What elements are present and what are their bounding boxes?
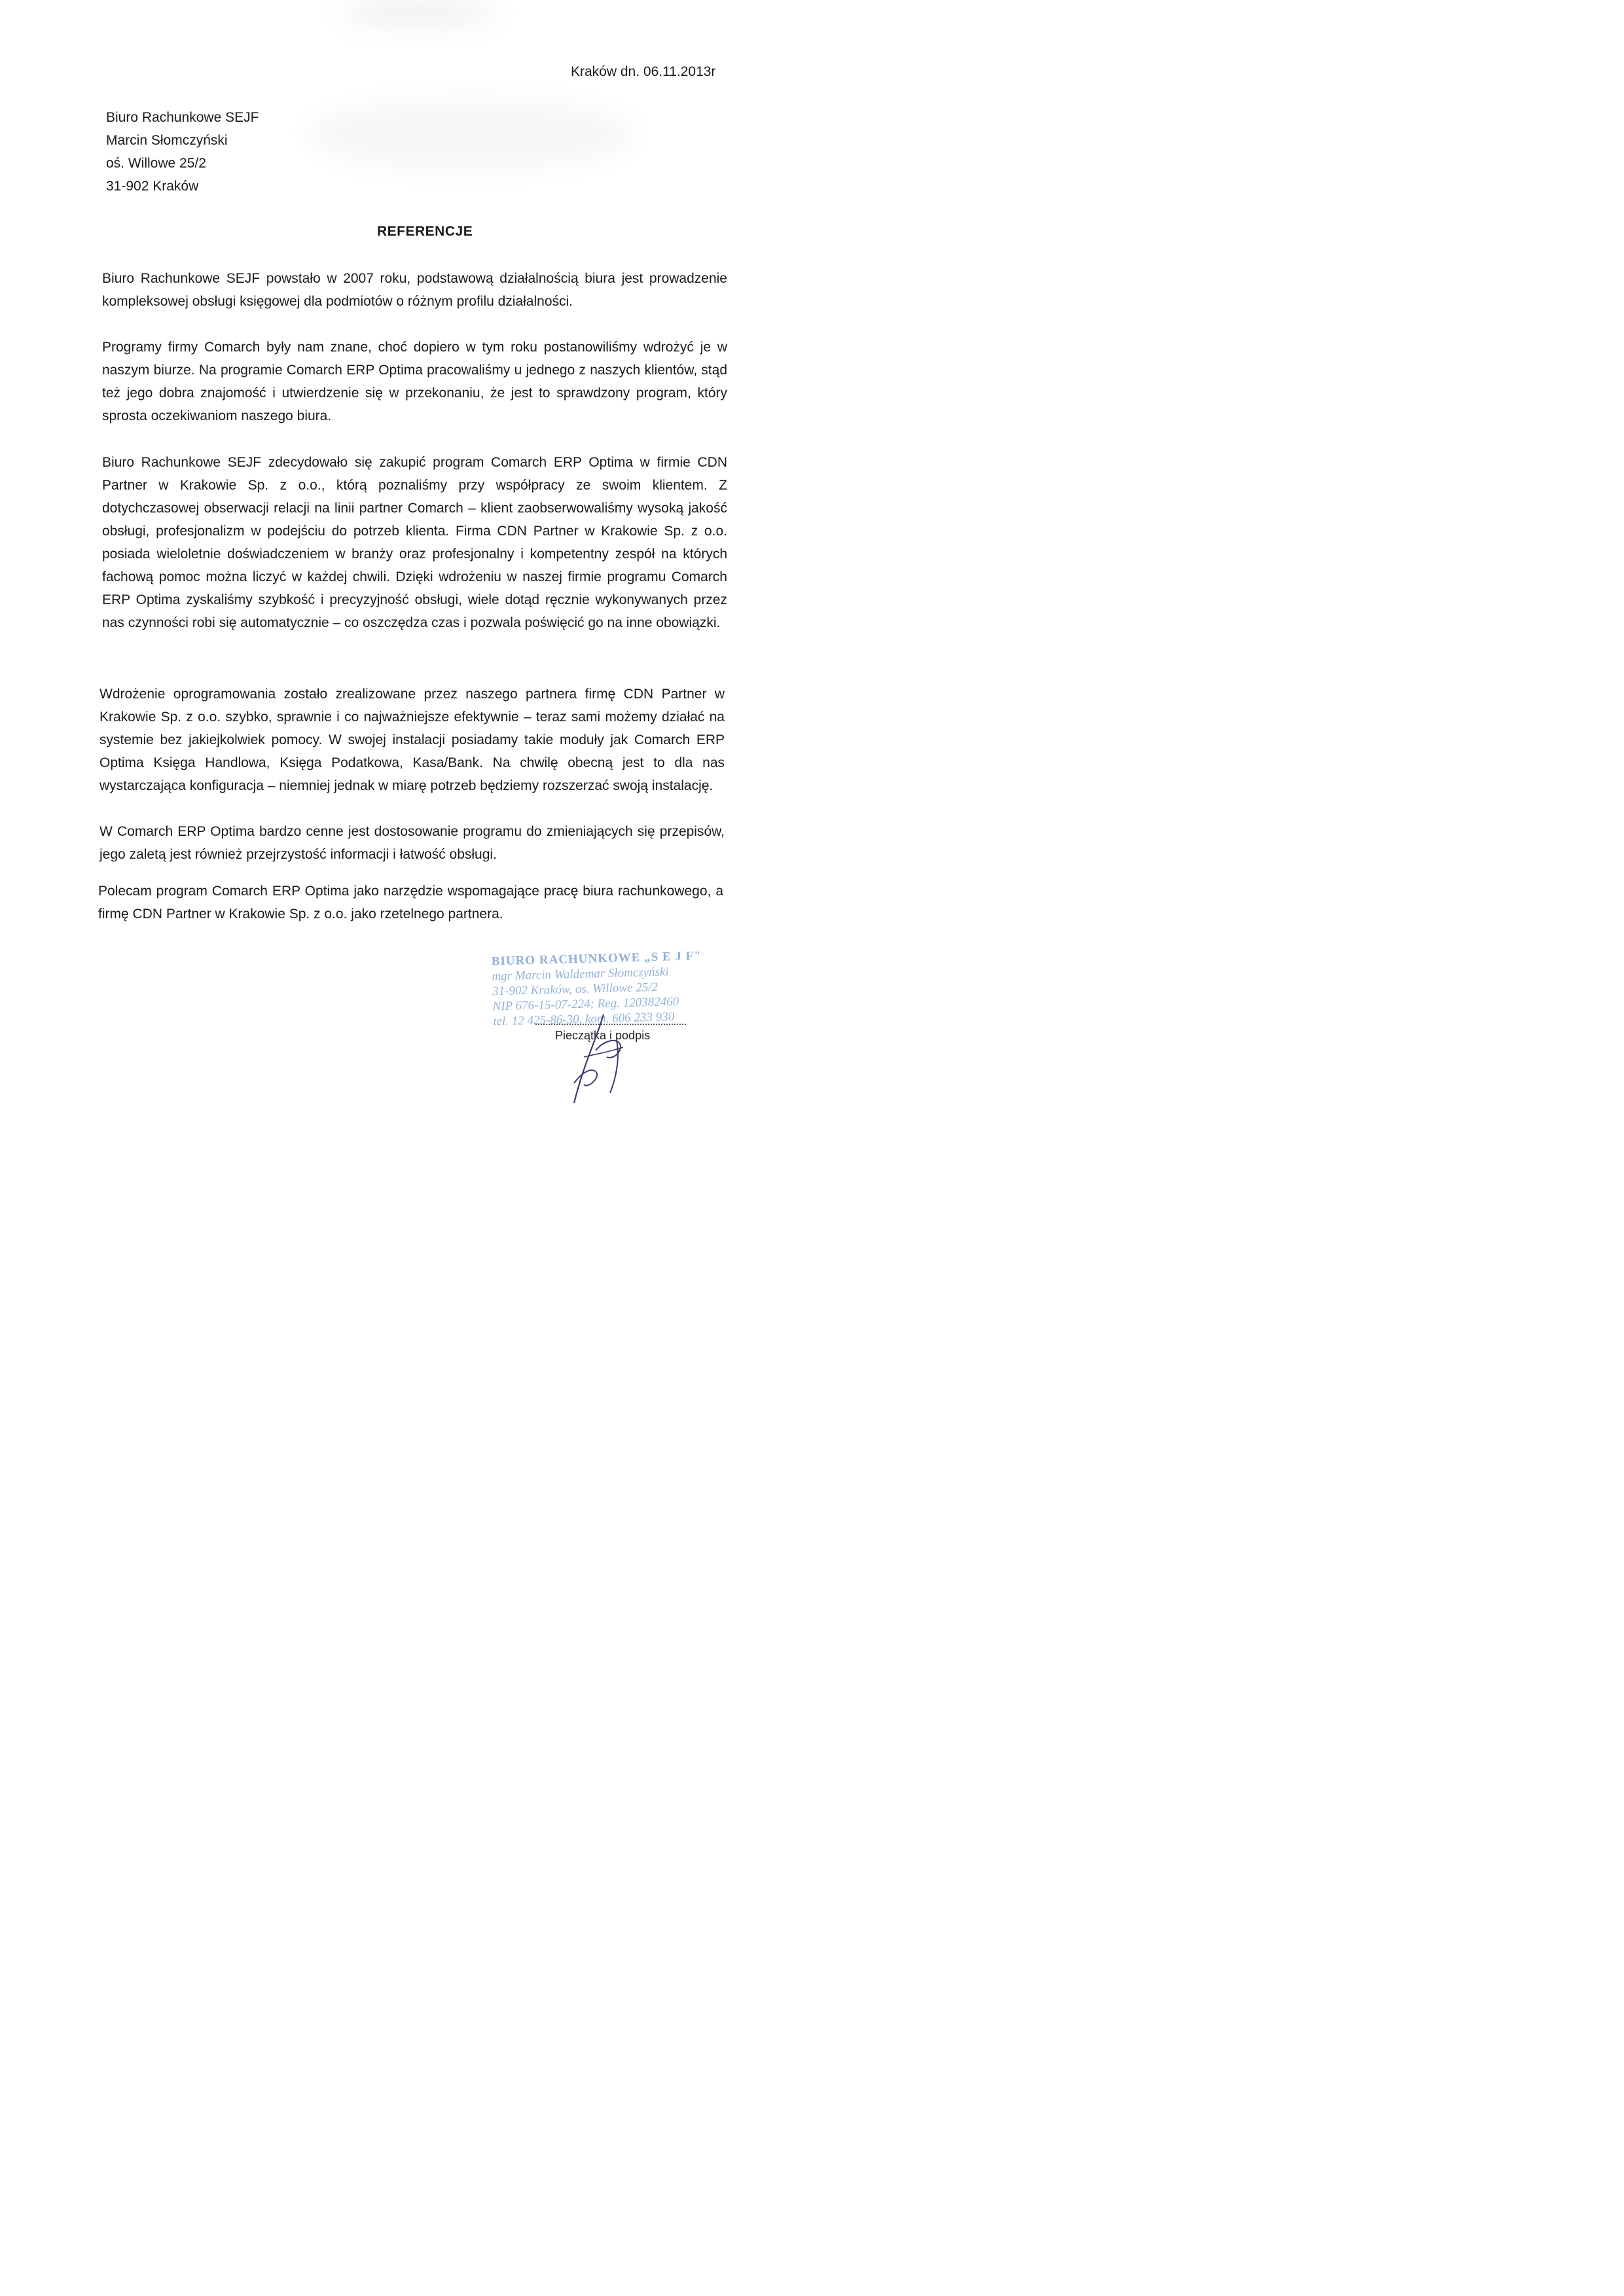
handwritten-signature — [558, 1011, 636, 1109]
letter-title: REFERENCJE — [377, 224, 473, 239]
paragraph: Biuro Rachunkowe SEJF powstało w 2007 roku, podstawową działalnością biura jest prowadzenie kompleksowej obsługi księgowej dla podmiotów o różnym profilu działalności. — [102, 271, 727, 309]
paragraph: Biuro Rachunkowe SEJF zdecydowało się zakupić program Comarch ERP Optima w firmie CDN Partner w Krakowie Sp. z o.o., którą poznaliśmy przy współpracy ze swoim klientem. Z dotychczasowej obserwacji relacji na linii partner Comarch – klient zaobserwowaliśmy wysoką jakość obsługi, profesjonalizm w podejściu do potrzeb klienta. Firma CDN Partner w Krakowie Sp. z o.o. posiada wieloletnie doświadczeniem w branży oraz profesjonalny i kompetentny zespół na których fachową pomoc można liczyć w każdej chwili. Dzięki wdrożeniu w naszej firmie programu Comarch ERP Optima zyskaliśmy szybkość i precyzyjność obsługi, wiele dotąd ręcznie wykonywanych przez nas czynności robi się automatycznie – co oszczędza czas i pozwala poświęcić go na inne obowiązki. — [102, 455, 727, 630]
paragraph: Programy firmy Comarch były nam znane, choć dopiero w tym roku postanowiliśmy wdrożyć je w naszym biurze. Na programie Comarch ERP Optima pracowaliśmy u jednego z naszych klientów, stąd też jego dobra znajomość i utwierdzenie się w przekonaniu, że jest to sprawdzony program, który sprosta oczekiwaniom naszego biura. — [102, 340, 727, 423]
stamp-line: NIP 676-15-07-224; Reg. 120382460 — [492, 994, 679, 1014]
scan-smudge-header — [308, 98, 635, 170]
scan-smudge-top — [340, 0, 497, 26]
recipient-line: oś. Willowe 25/2 — [106, 156, 206, 171]
stamp-line: tel. 12 425-86-30, kom. 606 233 930 — [492, 1010, 675, 1029]
stamp-line: BIURO RACHUNKOWE „S E J F" — [491, 949, 702, 969]
recipient-line: 31-902 Kraków — [106, 179, 199, 194]
stamp-line: mgr Marcin Waldemar Słomczyński — [492, 965, 670, 984]
recipient-line: Marcin Słomczyński — [106, 133, 228, 148]
recipient-line: Biuro Rachunkowe SEJF — [106, 110, 259, 125]
stamp-line: 31-902 Kraków, os. Willowe 25/2 — [492, 980, 659, 999]
paragraph: Wdrożenie oprogramowania zostało zrealizowane przez naszego partnera firmę CDN Partner w Krakowie Sp. z o.o. szybko, sprawnie i co najważniejsze efektywnie – teraz sami możemy działać na systemie bez jakiejkolwiek pomocy. W swojej instalacji posiadamy takie moduły jak Comarch ERP Optima Księga Handlowa, Księga Podatkowa, Kasa/Bank. Na chwilę obecną jest to dla nas wystarczająca konfiguracja – niemniej jednak w miarę potrzeb będziemy rozszerzać swoją instalację. — [99, 687, 725, 793]
paragraph: Polecam program Comarch ERP Optima jako narzędzie wspomagające pracę biura rachunkowego, a firmę CDN Partner w Krakowie Sp. z o.o. jako rzetelnego partnera. — [98, 884, 723, 922]
signature-label: Pieczątka i podpis — [555, 1029, 651, 1042]
letter-date: Kraków dn. 06.11.2013r — [571, 64, 716, 79]
recipient-address — [106, 106, 259, 198]
paragraph: W Comarch ERP Optima bardzo cenne jest dostosowanie programu do zmieniających się przepisów, jego zaletą jest również przejrzystość informacji i łatwość obsługi. — [99, 824, 725, 862]
